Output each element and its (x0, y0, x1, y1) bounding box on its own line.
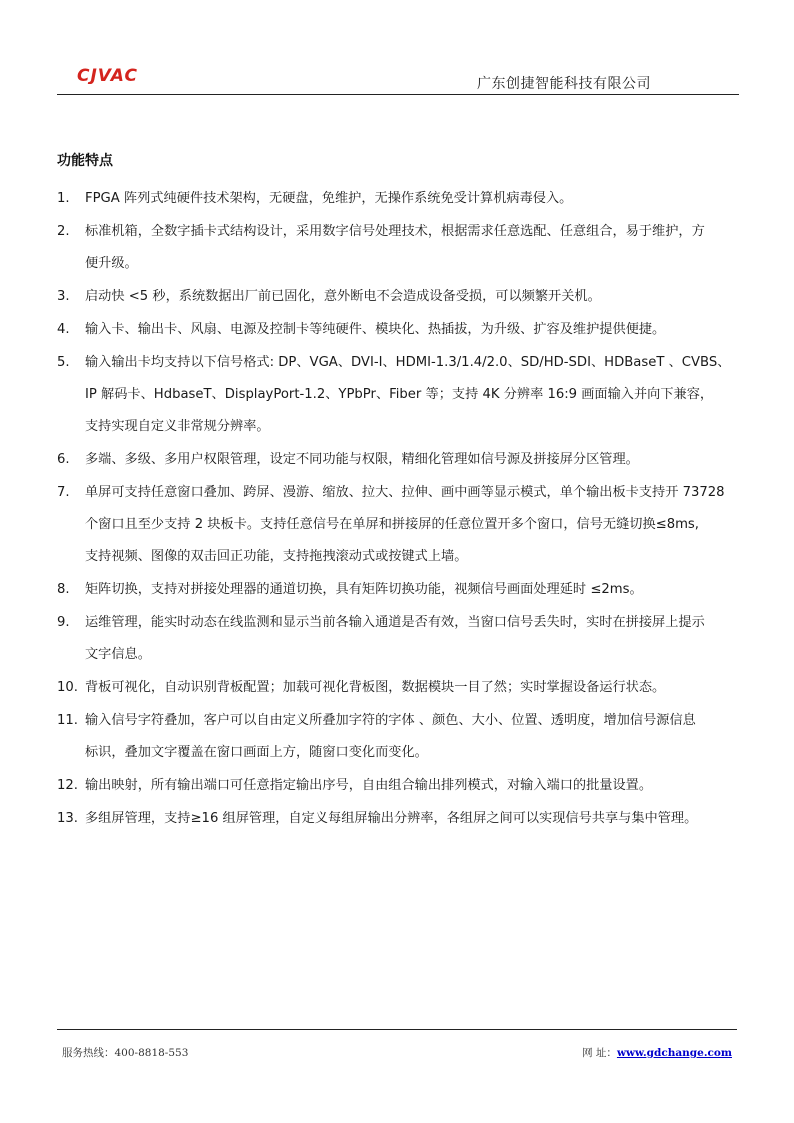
feature-number: 11. (57, 713, 78, 728)
website (582, 1045, 732, 1060)
feature-number: 10. (57, 680, 78, 695)
feature-text: 个窗口且至少支持 2 块板卡。支持任意信号在单屏和拼接屏的任意位置开多个窗口，信号无缝切换≤8ms, (85, 517, 699, 532)
feature-text: FPGA 阵列式纯硬件技术架构，无硬盘，免维护，无操作系统免受计算机病毒侵入。 (85, 191, 573, 206)
feature-text: 标准机箱，全数字插卡式结构设计，采用数字信号处理技术，根据需求任意选配、任意组合，易于维护，方 (85, 224, 705, 239)
service-hotline: 服务热线：400-8818-553 (62, 1047, 189, 1059)
feature-number: 13. (57, 811, 78, 826)
website-label: 网 址： (582, 1047, 617, 1059)
feature-text: 支持实现自定义非常规分辨率。 (85, 419, 270, 434)
feature-item (57, 211, 747, 285)
feature-text: IP 解码卡、HdbaseT、DisplayPort-1.2、YPbPr、Fiber 等；支持 4K 分辨率 16:9 画面输入并向下兼容， (85, 387, 714, 402)
feature-number: 6. (57, 452, 70, 467)
feature-number: 1. (57, 191, 70, 206)
section-title: 功能特点 (57, 153, 113, 169)
feature-text: 单屏可支持任意窗口叠加、跨屏、漫游、缩放、拉大、拉伸、画中画等显示模式，单个输出板卡支持开 73728 (85, 485, 725, 500)
feature-text: 输入信号字符叠加，客户可以自由定义所叠加字符的字体 、颜色、大小、位置、透明度，增加信号源信息 (85, 713, 696, 728)
feature-item (57, 472, 747, 578)
page-header (57, 60, 739, 95)
footer-divider (57, 1029, 737, 1030)
website-link[interactable]: www.gdchange.com (616, 1047, 732, 1059)
feature-text: 支持视频、图像的双击回正功能，支持拖拽滚动式或按键式上墙。 (85, 549, 468, 564)
feature-text: 输出映射，所有输出端口可任意指定输出序号，自由组合输出排列模式，对输入端口的批量设置。 (85, 778, 653, 793)
feature-list (57, 187, 747, 840)
feature-number: 8. (57, 582, 70, 597)
feature-text: 启动快 <5 秒，系统数据出厂前已固化，意外断电不会造成设备受损，可以频繁开关机。 (85, 289, 601, 304)
feature-text: 运维管理，能实时动态在线监测和显示当前各输入通道是否有效，当窗口信号丢失时，实时在拼接屏上提示 (85, 615, 705, 630)
svg-text:CJVAC: CJVAC (77, 66, 138, 84)
feature-item (57, 342, 747, 448)
feature-item (57, 700, 747, 774)
feature-number: 2. (57, 224, 70, 239)
feature-text: 文字信息。 (85, 647, 151, 662)
feature-text: 输入卡、输出卡、风扇、电源及控制卡等纯硬件、模块化、热插拔，为升级、扩容及维护提供便捷。 (85, 322, 666, 337)
feature-number: 12. (57, 778, 78, 793)
feature-number: 9. (57, 615, 70, 630)
feature-text: 标识，叠加文字覆盖在窗口画面上方，随窗口变化而变化。 (85, 745, 428, 760)
feature-text: 多端、多级、多用户权限管理，设定不同功能与权限，精细化管理如信号源及拼接屏分区管理。 (85, 452, 639, 467)
feature-item (57, 602, 747, 676)
feature-text: 输入输出卡均支持以下信号格式: DP、VGA、DVI-I、HDMI-1.3/1.4/2.0、SD/HD-SDI、HDBaseT 、CVBS、 (85, 355, 731, 370)
feature-text: 背板可视化，自动识别背板配置；加载可视化背板图，数据模块一目了然；实时掌握设备运行状态。 (85, 680, 666, 695)
company-name: 广东创捷智能科技有限公司 (477, 76, 651, 92)
feature-number: 3. (57, 289, 70, 304)
feature-text: 便升级。 (85, 256, 138, 271)
feature-number: 7. (57, 485, 70, 500)
feature-number: 4. (57, 322, 70, 337)
feature-item (57, 798, 747, 840)
feature-text: 矩阵切换，支持对拼接处理器的通道切换，具有矩阵切换功能，视频信号画面处理延时 ≤2ms。 (85, 582, 643, 597)
feature-number: 5. (57, 355, 70, 370)
cjvac-logo (77, 66, 153, 84)
feature-text: 多组屏管理，支持≥16 组屏管理，自定义每组屏输出分辨率，各组屏之间可以实现信号共享与集中管理。 (85, 811, 698, 826)
